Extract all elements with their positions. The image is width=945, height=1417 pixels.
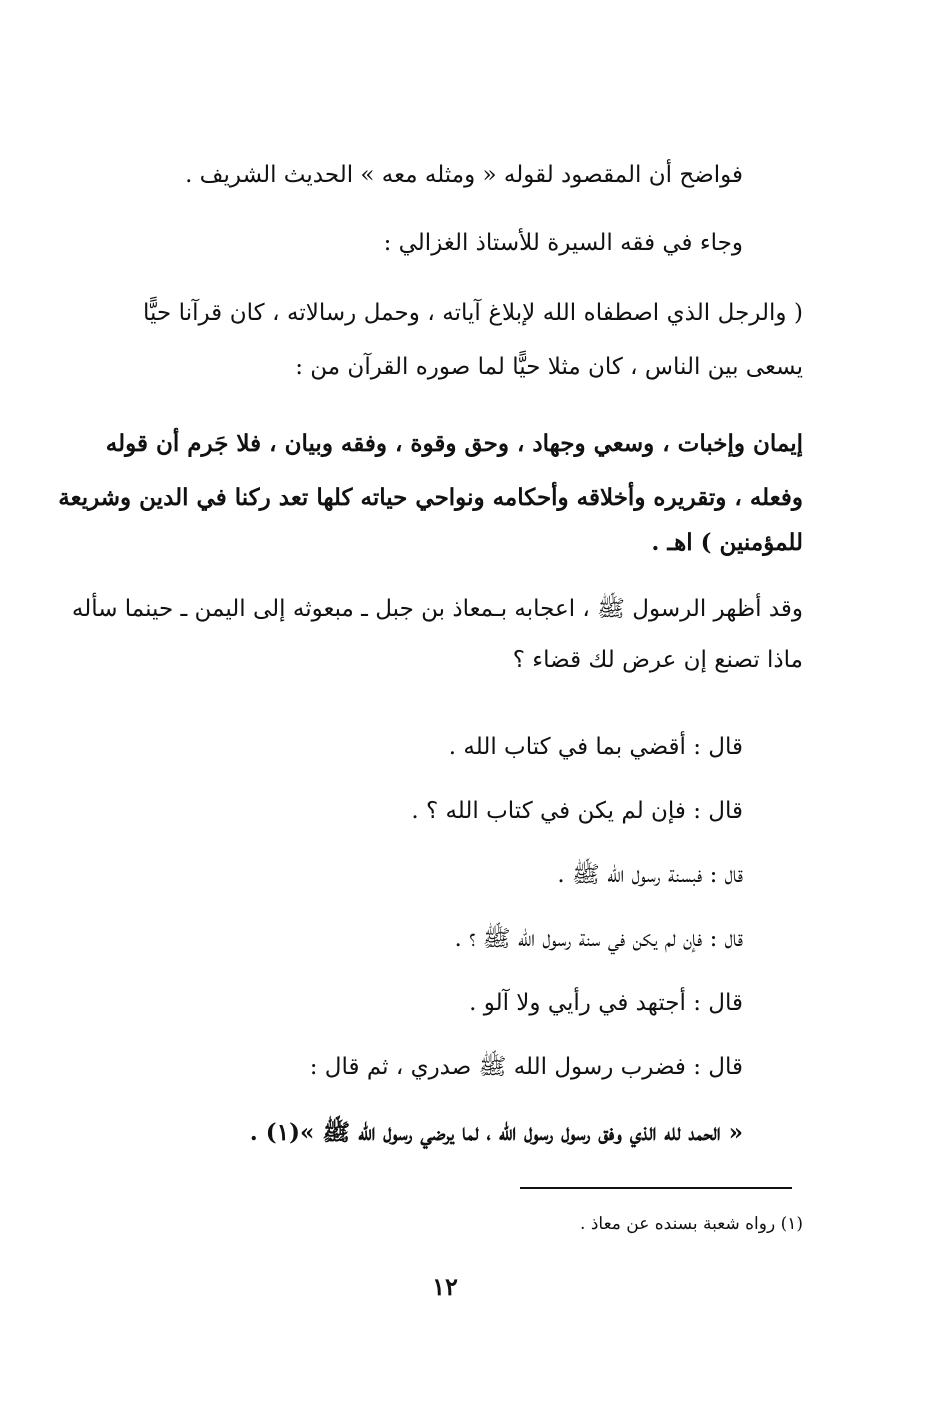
paragraph-line-3: وقد أظهر الرسول ﷺ ، اعجابه بـمعاذ بن جبل ـ مبعوثه إلى اليمن ـ حينما سأله [71,596,803,622]
footnote-divider [520,1187,792,1189]
quote-line-1: ( والرجل الذي اصطفاه الله لإبلاغ آياته ، وحمل رسالاته ، كان قرآنا حيًّا [143,300,803,326]
closing-quote: « الحمد لله الذي وفق رسول رسول الله ، لما يرضي رسول الله ﷺ »(١) . [249,1119,743,1146]
quote-line-3: إيمان وإخبات ، وسعي وجهاد ، وحق وقوة ، وفقه وبيان ، فلا جَرم أن قوله [105,430,803,457]
quote-line-5: للمؤمنين ) اهـ . [651,529,803,556]
dialogue-line-1: قال : أقضي بما في كتاب الله . [448,734,743,760]
paragraph-line-4: ماذا تصنع إن عرض لك قضاء ؟ [512,647,803,673]
dialogue-line-4: قال : فإن لم يكن في سنة رسول الله ﷺ ؟ . [454,926,743,952]
paragraph-line-2: وجاء في فقه السيرة للأستاذ الغزالي : [383,230,743,256]
quote-line-4: وفعله ، وتقريره وأخلاقه وأحكامه ونواحي حياته كلها تعد ركنا في الدين وشريعة [58,484,803,511]
dialogue-line-5: قال : أجتهد في رأيي ولا آلو . [469,990,743,1016]
footnote: (١) رواه شعبة بسنده عن معاذ . [580,1214,803,1234]
dialogue-line-6: قال : فضرب رسول الله ﷺ صدري ، ثم قال : [309,1054,743,1080]
page-number: ١٢ [432,1272,458,1301]
dialogue-line-2: قال : فإن لم يكن في كتاب الله ؟ . [411,798,743,824]
quote-line-2: يسعى بين الناس ، كان مثلا حيًّا لما صوره القرآن من : [295,354,803,380]
paragraph-line-1: فواضح أن المقصود لقوله « ومثله معه » الحديث الشريف . [185,162,743,188]
dialogue-line-3: قال : فبسنة رسول الله ﷺ . [557,862,743,888]
